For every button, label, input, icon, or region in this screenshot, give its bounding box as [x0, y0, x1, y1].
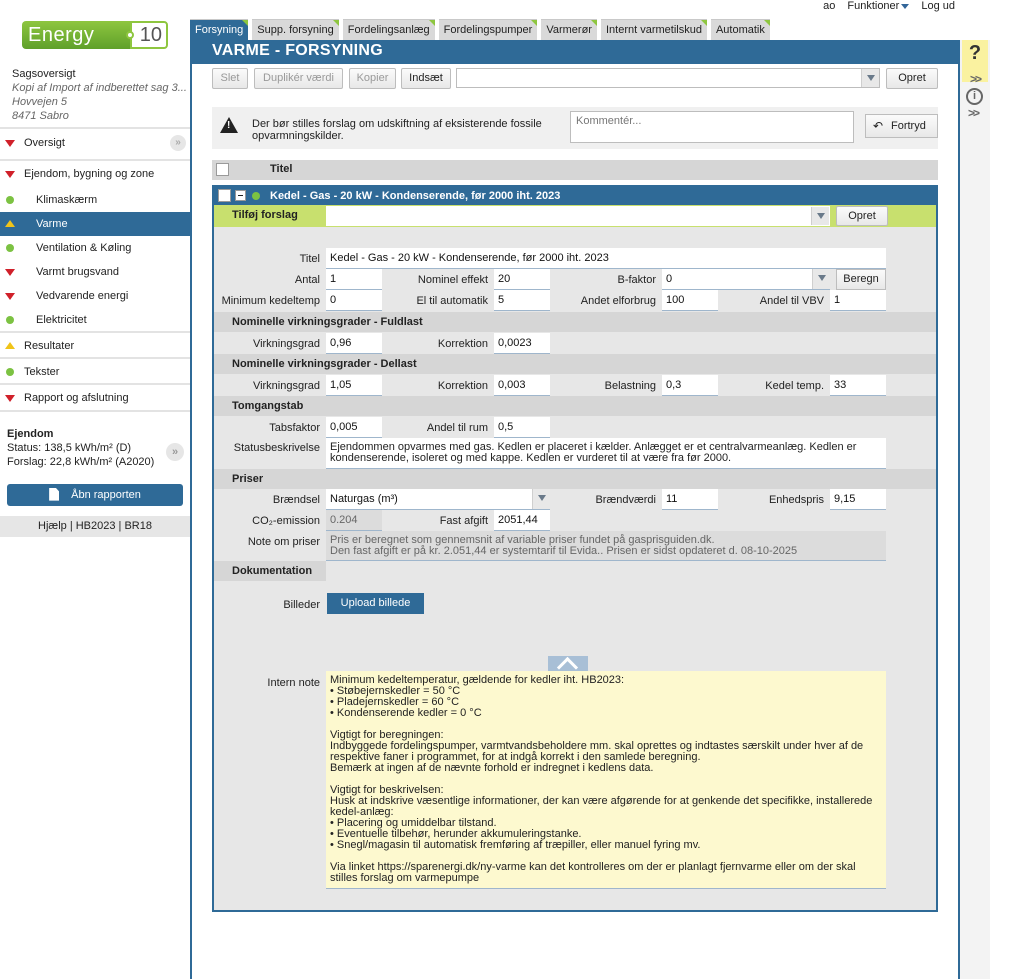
undo-icon: ↶ — [873, 119, 884, 133]
case-overview[interactable] — [12, 67, 190, 123]
calculate-button[interactable]: Beregn — [836, 269, 886, 290]
page-title: VARME - FORSYNING — [192, 40, 958, 64]
chevron-down-icon — [812, 269, 830, 289]
warning-marker-icon — [5, 293, 15, 300]
ok-marker-icon — [6, 368, 14, 376]
list-header — [212, 160, 938, 180]
status-line: Status: 138,5 kWh/m² (D) — [7, 442, 132, 454]
antal-field[interactable]: 1 — [326, 269, 382, 290]
status-description-label: Statusbeskrivelse — [233, 442, 320, 454]
tab-internt-varmetilskud[interactable]: Internt varmetilskud — [601, 19, 707, 40]
nav-item-resultater[interactable]: Resultater — [0, 334, 190, 358]
unit-price-label: Enhedspris — [768, 494, 824, 506]
fuel-label: Brændsel — [272, 494, 320, 506]
ok-marker-icon — [252, 192, 260, 200]
warning-marker-icon — [5, 171, 15, 178]
chevron-up-icon[interactable] — [548, 656, 588, 672]
internal-note-field[interactable]: Minimum kedeltemperatur, gældende for kedler iht. HB2023: • Støbejernskedler = 50 °C • Pladejernskedler = 60 °C • Kondenserende kedler = 0 °C Vigtigt for beregningen: Indbyggede fordelingspumper, varmtvandsbeholdere mm. skal oprettes og indtastes særskilt under hver af de respektive faner i programmet, for at indgå korrekt i den samlede beregning. Bemærk at ingen af de nævnte forhold er indregnet i kedlens data. Vigtigt for beskrivelsen: Husk at indskrive væsentlige informationer, der kan være afgørende for at genkende det specifikke, installerede kedel-anlæg: • Placering og umiddelbar tilstand. • Eventuelle tilbehør, herunder akkumuleringstanke. • Snegl/magasin til automatisk fremføring af træpiller, eller manuel fyring mv. Via linket https://sparenergi.dk/ny-varme kan det kontrolleres om der er planlagt fjernvarme eller om der skal stilles forslag om varmepumpe — [326, 671, 886, 889]
tab-automatik[interactable]: Automatik — [711, 19, 770, 40]
warning-box — [212, 107, 938, 149]
title-field[interactable]: Kedel - Gas - 20 kW - Kondenserende, før 2000 iht. 2023 — [326, 248, 886, 269]
efficiency-part-field[interactable]: 1,05 — [326, 375, 382, 396]
load-label: Belastning — [604, 380, 656, 392]
chevron-down-icon — [901, 4, 909, 9]
calorific-label: Brændværdi — [595, 494, 656, 506]
ok-marker-icon — [6, 316, 14, 324]
title-label: Titel — [299, 253, 320, 265]
unit-price-field[interactable]: 9,15 — [830, 489, 886, 510]
open-report-button[interactable]: Åbn rapporten — [7, 484, 183, 506]
status-title: Ejendom — [7, 428, 54, 440]
warning-marker-icon — [5, 269, 15, 276]
min-boiler-temp-field[interactable]: 0 — [326, 290, 382, 311]
section-idle-loss: Tomgangstab — [214, 396, 936, 416]
nav-item-brugsvand[interactable]: Varmt brugsvand — [0, 260, 190, 284]
duplicate-button[interactable]: Duplikér værdi — [254, 68, 343, 89]
nav-item-klimaskaerm[interactable]: Klimaskærm — [0, 188, 190, 212]
property-status — [7, 427, 190, 469]
item-checkbox[interactable] — [218, 189, 231, 202]
calorific-field[interactable]: 11 — [662, 489, 718, 510]
min-boiler-temp-label: Minimum kedeltemp — [221, 295, 320, 307]
price-note-label: Note om priser — [247, 536, 320, 548]
case-address: Hovvejen 5 — [12, 96, 68, 108]
template-select[interactable] — [456, 68, 880, 88]
correction-full-field[interactable]: 0,0023 — [494, 333, 550, 354]
warning-text: Der bør stilles forslag om udskiftning af eksisterende fossile opvarmningskilder. — [252, 118, 542, 142]
tab-fordelingspumper[interactable]: Fordelingspumper — [439, 19, 538, 40]
correction-part-label: Korrektion — [437, 380, 488, 392]
undo-button[interactable]: ↶ Fortryd — [865, 114, 938, 138]
nav-item-tekster[interactable]: Tekster — [0, 360, 190, 384]
select-all-checkbox[interactable] — [216, 163, 229, 176]
item-header[interactable] — [214, 187, 936, 205]
attention-marker-icon — [5, 342, 15, 349]
internal-note-label: Intern note — [267, 677, 320, 689]
warning-marker-icon — [5, 395, 15, 402]
nav-item-elektricitet[interactable]: Elektricitet — [0, 308, 190, 332]
efficiency-part-label: Virkningsgrad — [252, 380, 320, 392]
load-field[interactable]: 0,3 — [662, 375, 718, 396]
section-tabs — [190, 19, 770, 40]
warning-marker-icon — [5, 140, 15, 147]
ok-marker-icon — [6, 196, 14, 204]
case-name: Kopi af Import af indberettet sag 3... — [12, 82, 187, 94]
create-button[interactable]: Opret — [886, 68, 938, 89]
nav-item-vedvarende[interactable]: Vedvarende energi — [0, 284, 190, 308]
help-panel — [960, 40, 990, 979]
efficiency-full-label: Virkningsgrad — [252, 338, 320, 350]
boiler-temp-label: Kedel temp. — [765, 380, 824, 392]
expand-icon[interactable]: >> — [968, 106, 979, 120]
chevron-down-icon — [811, 207, 829, 225]
bfaktor-label: B-faktor — [617, 274, 656, 286]
fixed-fee-field[interactable]: 2051,44 — [494, 510, 550, 531]
tab-fordelingsanlaeg[interactable]: Fordelingsanlæg — [343, 19, 435, 40]
collapse-icon[interactable]: » — [170, 135, 186, 151]
fixed-fee-label: Fast afgift — [439, 515, 488, 527]
vbv-share-field[interactable]: 1 — [830, 290, 886, 311]
case-city: 8471 Sabro — [12, 110, 69, 122]
suggestion-create-button[interactable]: Opret — [836, 206, 888, 226]
other-electricity-label: Andet elforbrug — [580, 295, 656, 307]
fuel-select[interactable]: Naturgas (m³) — [326, 489, 550, 510]
add-suggestion-row — [214, 205, 936, 227]
antal-label: Antal — [294, 274, 320, 286]
expand-icon: >> — [969, 72, 980, 86]
comment-input[interactable]: Kommentér... — [570, 111, 854, 143]
help-toggle[interactable] — [962, 40, 988, 86]
status-description-field[interactable]: Ejendommen opvarmes med gas. Kedlen er placeret i kælder. Anlægget er et centralvarmeanlæg. Kedlen er kondenserende, isoleret og med kappe. Kedlen er vurderet til at være fra før 2000. — [326, 438, 886, 469]
delete-button[interactable]: Slet — [212, 68, 248, 89]
price-note-field: Pris er beregnet som gennemsnit af variable priser fundet på gasprisguiden.dk. Den fast afgift er på kr. 2.051,44 er systemtarif til Evida.. Prisen er sidst opdateret d. 08-10-2025 — [326, 531, 886, 561]
copy-button[interactable]: Kopier — [349, 68, 396, 89]
nominel-label: Nominel effekt — [417, 274, 488, 286]
tab-varmeroer[interactable]: Varmerør — [541, 19, 597, 40]
chevron-down-icon — [532, 489, 550, 509]
item-title: Kedel - Gas - 20 kW - Kondenserende, før 2000 iht. 2023 — [270, 190, 561, 202]
case-title: Sagsoversigt — [12, 68, 76, 80]
section-part-load: Nominelle virkningsgrader - Dellast — [214, 354, 936, 374]
chevron-down-icon — [861, 69, 879, 87]
add-suggestion-label: Tilføj forslag — [232, 209, 298, 221]
loss-factor-field[interactable]: 0,005 — [326, 417, 382, 438]
nav-item-ejendom[interactable]: Ejendom, bygning og zone — [0, 162, 190, 186]
supply-item — [212, 185, 938, 912]
bfaktor-select[interactable]: 0 — [662, 269, 830, 290]
info-icon[interactable]: i — [966, 88, 983, 105]
boiler-temp-field[interactable]: 33 — [830, 375, 886, 396]
nav-item-ventilation[interactable]: Ventilation & Køling — [0, 236, 190, 260]
collapse-icon[interactable] — [235, 190, 246, 201]
main-panel — [190, 40, 960, 979]
suggestion-select[interactable] — [326, 206, 830, 226]
images-label: Billeder — [283, 599, 320, 611]
correction-full-label: Korrektion — [437, 338, 488, 350]
vbv-share-label: Andel til VBV — [759, 295, 824, 307]
correction-part-field[interactable]: 0,003 — [494, 375, 550, 396]
toolbar — [212, 68, 938, 90]
proposal-line: Forslag: 22,8 kWh/m² (A2020) — [7, 456, 155, 468]
top-bar — [823, 0, 1018, 14]
nominel-field[interactable]: 20 — [494, 269, 550, 290]
efficiency-full-field[interactable]: 0,96 — [326, 333, 382, 354]
status-expand-icon[interactable]: » — [166, 443, 184, 461]
room-share-label: Andel til rum — [426, 422, 488, 434]
insert-button[interactable]: Indsæt — [401, 68, 451, 89]
el-automatik-field[interactable]: 5 — [494, 290, 550, 311]
logout-link[interactable]: Log ud — [921, 0, 955, 12]
warning-icon — [220, 117, 238, 133]
tab-forsyning[interactable]: Forsyning — [190, 19, 248, 40]
ok-marker-icon — [6, 244, 14, 252]
list-header-title: Titel — [270, 163, 293, 175]
sidebar — [0, 0, 190, 979]
attention-marker-icon — [5, 220, 15, 227]
section-documentation: Dokumentation — [214, 561, 326, 581]
nav-item-rapport[interactable]: Rapport og afslutning — [0, 386, 190, 410]
energy10-logo[interactable]: Energy 10 — [22, 21, 168, 49]
upload-image-button[interactable]: Upload billede — [327, 593, 424, 614]
section-full-load: Nominelle virkningsgrader - Fuldlast — [214, 312, 936, 332]
other-electricity-field[interactable]: 100 — [662, 290, 718, 311]
co2-label: CO₂-emission — [252, 515, 320, 527]
room-share-field[interactable]: 0,5 — [494, 417, 550, 438]
loss-factor-label: Tabsfaktor — [269, 422, 320, 434]
co2-field: 0.204 — [326, 510, 382, 531]
help-links[interactable]: Hjælp | HB2023 | BR18 — [0, 516, 190, 537]
nav-item-oversigt[interactable]: Oversigt » — [0, 131, 190, 155]
nav-item-varme[interactable]: Varme — [0, 212, 190, 236]
tab-supp-forsyning[interactable]: Supp. forsyning — [252, 19, 338, 40]
section-prices: Priser — [214, 469, 936, 489]
functions-menu[interactable]: Funktioner — [847, 0, 909, 14]
document-icon — [49, 488, 59, 501]
el-automatik-label: El til automatik — [416, 295, 488, 307]
question-icon: ? — [968, 42, 982, 64]
user-initials: ao — [823, 0, 836, 12]
